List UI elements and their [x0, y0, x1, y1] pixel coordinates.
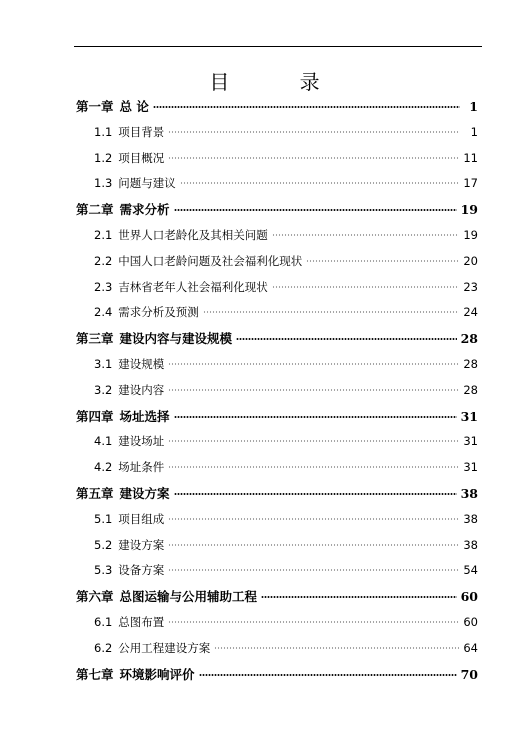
toc-entry-label — [94, 146, 164, 172]
toc-entry-number: 第四章 — [76, 408, 114, 424]
toc-entry-label — [94, 610, 164, 636]
toc-page-number: 24 — [463, 305, 478, 320]
dot-leader — [199, 674, 457, 676]
toc-page-number: 60 — [460, 589, 478, 605]
toc-entry-title: 场址条件 — [118, 460, 165, 475]
toc-page-number: 31 — [463, 434, 478, 449]
toc-entry-title: 中国人口老龄问题及社会福利化现状 — [118, 253, 303, 268]
toc-entry-number: 2.2 — [94, 253, 113, 268]
toc-entry-number: 6.1 — [94, 614, 113, 629]
dot-leader — [168, 440, 459, 442]
toc-chapter-entry[interactable] — [74, 94, 482, 120]
toc-entry-number: 5.1 — [94, 511, 113, 526]
toc-section-entry[interactable] — [74, 429, 482, 455]
toc-entry-number: 1.3 — [94, 176, 113, 191]
dot-leader — [272, 286, 460, 288]
toc-section-entry[interactable] — [74, 249, 482, 275]
dot-leader — [306, 260, 459, 262]
toc-entry-label — [94, 249, 302, 275]
toc-entry-label — [94, 300, 199, 326]
dot-leader — [236, 338, 457, 340]
toc-page-number: 1 — [469, 99, 478, 114]
toc-entry-number: 5.3 — [94, 563, 113, 578]
toc-entry-title: 场址选择 — [119, 408, 170, 424]
toc-entry-number: 第二章 — [76, 202, 114, 218]
toc-page-number: 28 — [460, 331, 478, 347]
dot-leader — [168, 466, 459, 468]
toc-page-number: 20 — [463, 253, 478, 268]
toc-entry-number: 第七章 — [76, 666, 114, 682]
toc-section-entry[interactable] — [74, 223, 482, 249]
toc-entry-title: 建设内容与建设规模 — [119, 331, 233, 347]
toc-page-number: 17 — [463, 176, 478, 191]
toc-entry-number: 3.1 — [94, 356, 113, 371]
toc-chapter-entry[interactable] — [74, 326, 482, 352]
dot-leader — [168, 544, 459, 546]
toc-entry-title: 公用工程建设方案 — [118, 640, 211, 655]
toc-entry-title: 建设方案 — [118, 537, 165, 552]
toc-entry-label — [94, 171, 176, 197]
toc-entry-number: 第六章 — [76, 589, 114, 605]
toc-entry-title: 总图运输与公用辅助工程 — [119, 589, 258, 605]
toc-entry-label — [94, 223, 268, 249]
toc-entry-title: 世界人口老龄化及其相关问题 — [118, 227, 268, 242]
toc-section-entry[interactable] — [74, 120, 482, 146]
table-of-contents — [74, 94, 482, 687]
toc-page-number: 28 — [463, 356, 478, 371]
toc-chapter-entry[interactable] — [74, 584, 482, 610]
toc-chapter-entry[interactable] — [74, 404, 482, 430]
toc-entry-title: 建设方案 — [119, 485, 170, 501]
toc-page-number: 19 — [463, 227, 478, 242]
toc-entry-label — [94, 533, 164, 559]
toc-section-entry[interactable] — [74, 352, 482, 378]
dot-leader — [153, 106, 460, 108]
toc-entry-title: 项目组成 — [118, 511, 165, 526]
toc-entry-label — [76, 481, 170, 507]
toc-entry-label — [94, 507, 164, 533]
dot-leader — [261, 596, 457, 598]
header-rule — [74, 46, 482, 47]
toc-section-entry[interactable] — [74, 146, 482, 172]
toc-entry-number: 3.2 — [94, 382, 113, 397]
dot-leader — [272, 234, 460, 236]
toc-section-entry[interactable] — [74, 636, 482, 662]
toc-page-number: 70 — [460, 666, 478, 682]
toc-page-number: 38 — [463, 537, 478, 552]
toc-section-entry[interactable] — [74, 455, 482, 481]
toc-entry-label — [94, 275, 268, 301]
toc-page-number: 54 — [463, 563, 478, 578]
toc-section-entry[interactable] — [74, 171, 482, 197]
toc-entry-title: 项目背景 — [118, 124, 165, 139]
toc-section-entry[interactable] — [74, 378, 482, 404]
toc-entry-label — [76, 94, 149, 120]
dot-leader — [168, 157, 459, 159]
toc-entry-number: 第三章 — [76, 331, 114, 347]
toc-entry-number: 第五章 — [76, 485, 114, 501]
toc-entry-number: 5.2 — [94, 537, 113, 552]
toc-page-number: 60 — [463, 614, 478, 629]
toc-entry-title: 建设内容 — [118, 382, 165, 397]
toc-entry-label — [94, 558, 164, 584]
toc-chapter-entry[interactable] — [74, 197, 482, 223]
toc-entry-label — [94, 120, 164, 146]
dot-leader — [174, 209, 457, 211]
toc-entry-title: 建设场址 — [118, 434, 165, 449]
toc-entry-number: 2.4 — [94, 305, 113, 320]
toc-chapter-entry[interactable] — [74, 481, 482, 507]
toc-entry-number: 1.1 — [94, 124, 113, 139]
toc-entry-label — [76, 404, 170, 430]
toc-page-number: 38 — [463, 511, 478, 526]
toc-section-entry[interactable] — [74, 300, 482, 326]
dot-leader — [168, 518, 459, 520]
toc-section-entry[interactable] — [74, 533, 482, 559]
toc-entry-label — [76, 326, 232, 352]
toc-entry-number: 4.1 — [94, 434, 113, 449]
toc-entry-title: 需求分析及预测 — [118, 305, 199, 320]
toc-section-entry[interactable] — [74, 558, 482, 584]
dot-leader — [174, 416, 457, 418]
toc-page-number: 64 — [463, 640, 478, 655]
toc-page-number: 38 — [460, 485, 478, 501]
toc-section-entry[interactable] — [74, 275, 482, 301]
dot-leader — [168, 131, 460, 133]
toc-section-entry[interactable] — [74, 610, 482, 636]
toc-entry-title: 建设规模 — [118, 356, 165, 371]
toc-entry-number: 第一章 — [76, 99, 114, 114]
toc-entry-title: 问题与建议 — [118, 176, 176, 191]
dot-leader — [214, 647, 459, 649]
toc-heading: 目 录 — [209, 70, 352, 94]
toc-page-number: 23 — [463, 279, 478, 294]
toc-entry-title: 环境影响评价 — [119, 666, 195, 682]
toc-section-entry[interactable] — [74, 507, 482, 533]
toc-page-number: 19 — [460, 202, 478, 218]
toc-entry-label — [94, 455, 164, 481]
dot-leader — [168, 569, 459, 571]
toc-page-number: 1 — [470, 124, 478, 139]
toc-entry-title: 总图布置 — [118, 614, 165, 629]
toc-entry-number: 2.1 — [94, 227, 113, 242]
toc-entry-label — [76, 197, 170, 223]
toc-entry-label — [94, 378, 164, 404]
toc-entry-label — [76, 662, 195, 688]
dot-leader — [174, 493, 457, 495]
toc-entry-number: 1.2 — [94, 150, 113, 165]
toc-entry-label — [94, 352, 164, 378]
dot-leader — [168, 621, 459, 623]
toc-page-number: 31 — [463, 460, 478, 475]
toc-entry-title: 项目概况 — [118, 150, 165, 165]
toc-entry-label — [94, 429, 164, 455]
toc-entry-label — [76, 584, 257, 610]
toc-entry-number: 4.2 — [94, 460, 113, 475]
toc-entry-number: 2.3 — [94, 279, 113, 294]
dot-leader — [168, 389, 459, 391]
toc-entry-label — [94, 636, 210, 662]
dot-leader — [168, 363, 459, 365]
toc-chapter-entry[interactable] — [74, 662, 482, 688]
toc-entry-title: 吉林省老年人社会福利化现状 — [118, 279, 268, 294]
toc-entry-number: 6.2 — [94, 640, 113, 655]
toc-page-number: 31 — [460, 408, 478, 424]
toc-page-number: 11 — [463, 150, 478, 165]
dot-leader — [203, 311, 460, 313]
toc-entry-title: 设备方案 — [118, 563, 165, 578]
toc-page-number: 28 — [463, 382, 478, 397]
toc-entry-title: 总 论 — [119, 99, 149, 114]
dot-leader — [180, 182, 460, 184]
toc-entry-title: 需求分析 — [119, 202, 170, 218]
